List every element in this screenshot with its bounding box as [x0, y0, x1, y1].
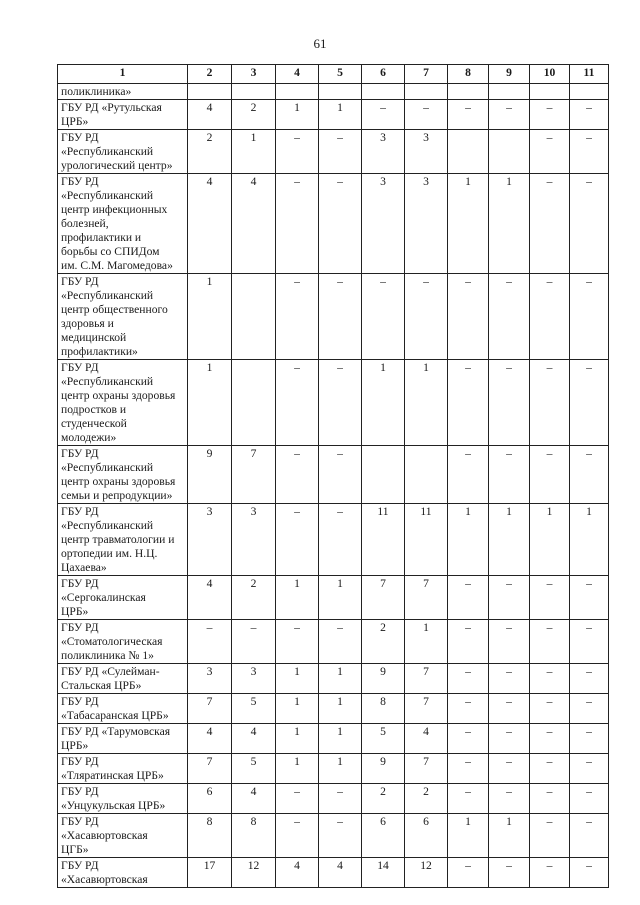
- institution-name-line: «Сергокалинская: [61, 591, 146, 604]
- value-cell: 7: [232, 446, 276, 504]
- institution-name-line: им. С.М. Магомедова»: [61, 259, 173, 272]
- value-cell: 4: [188, 724, 232, 754]
- value-cell: 12: [232, 858, 276, 888]
- column-header: 8: [448, 65, 489, 84]
- value-cell: 4: [319, 858, 362, 888]
- value-cell: –: [530, 100, 570, 130]
- table-row: [58, 814, 609, 858]
- value-cell: –: [319, 360, 362, 446]
- institution-name-cell: [58, 504, 188, 576]
- value-cell: 7: [405, 664, 448, 694]
- value-cell: –: [489, 664, 530, 694]
- value-cell: 2: [405, 784, 448, 814]
- value-cell: [405, 446, 448, 504]
- institution-name-line: ГБУ РД: [61, 447, 99, 460]
- table-row: [58, 130, 609, 174]
- column-header: 2: [188, 65, 232, 84]
- column-header: 10: [530, 65, 570, 84]
- value-cell: 7: [188, 694, 232, 724]
- institution-name-line: центр инфекционных: [61, 203, 168, 216]
- value-cell: 1: [405, 360, 448, 446]
- value-cell: –: [570, 174, 609, 274]
- value-cell: –: [448, 694, 489, 724]
- institution-name-line: ГБУ РД: [61, 361, 99, 374]
- institution-name-cell: [58, 754, 188, 784]
- value-cell: –: [530, 576, 570, 620]
- value-cell: [362, 84, 405, 100]
- value-cell: [570, 84, 609, 100]
- institution-name-line: «Табасаранская ЦРБ»: [61, 709, 169, 722]
- value-cell: –: [530, 130, 570, 174]
- value-cell: 3: [362, 174, 405, 274]
- value-cell: –: [362, 100, 405, 130]
- value-cell: 6: [405, 814, 448, 858]
- value-cell: –: [570, 446, 609, 504]
- value-cell: –: [276, 130, 319, 174]
- table-header-row: [58, 65, 609, 84]
- value-cell: –: [570, 130, 609, 174]
- table-row: [58, 784, 609, 814]
- table-row: [58, 174, 609, 274]
- value-cell: 1: [232, 130, 276, 174]
- value-cell: –: [448, 724, 489, 754]
- institution-name-line: ГБУ РД: [61, 815, 99, 828]
- value-cell: –: [319, 784, 362, 814]
- value-cell: 1: [276, 724, 319, 754]
- value-cell: 3: [405, 174, 448, 274]
- value-cell: –: [448, 754, 489, 784]
- value-cell: –: [530, 174, 570, 274]
- value-cell: [319, 84, 362, 100]
- value-cell: 3: [188, 664, 232, 694]
- institution-name-line: ГБУ РД: [61, 577, 99, 590]
- institution-name-line: «Республиканский: [61, 375, 154, 388]
- institution-name-line: ГБУ РД: [61, 131, 99, 144]
- column-header: 7: [405, 65, 448, 84]
- value-cell: 3: [232, 664, 276, 694]
- value-cell: 4: [188, 174, 232, 274]
- value-cell: –: [530, 814, 570, 858]
- value-cell: –: [489, 274, 530, 360]
- value-cell: –: [405, 100, 448, 130]
- value-cell: –: [448, 576, 489, 620]
- table-row: [58, 694, 609, 724]
- table-row: [58, 620, 609, 664]
- table-row: [58, 754, 609, 784]
- value-cell: 7: [405, 754, 448, 784]
- value-cell: 1: [319, 664, 362, 694]
- value-cell: 9: [188, 446, 232, 504]
- institution-name-line: «Республиканский: [61, 145, 154, 158]
- institution-name-line: ГБУ РД: [61, 785, 99, 798]
- value-cell: 1: [276, 576, 319, 620]
- table-row: [58, 84, 609, 100]
- value-cell: 1: [319, 724, 362, 754]
- institution-name-line: болезней,: [61, 217, 109, 230]
- institution-name-line: «Тляратинская ЦРБ»: [61, 769, 164, 782]
- value-cell: 1: [276, 754, 319, 784]
- value-cell: 1: [405, 620, 448, 664]
- value-cell: –: [448, 664, 489, 694]
- value-cell: 11: [405, 504, 448, 576]
- value-cell: 3: [362, 130, 405, 174]
- value-cell: 7: [362, 576, 405, 620]
- institution-name-line: ГБУ РД: [61, 275, 99, 288]
- value-cell: 4: [188, 100, 232, 130]
- institution-name-cell: [58, 174, 188, 274]
- value-cell: 3: [405, 130, 448, 174]
- value-cell: –: [570, 858, 609, 888]
- value-cell: –: [489, 100, 530, 130]
- institution-name-cell: [58, 360, 188, 446]
- value-cell: 9: [362, 754, 405, 784]
- institution-name-line: ЦРБ»: [61, 605, 89, 618]
- value-cell: –: [530, 664, 570, 694]
- value-cell: 11: [362, 504, 405, 576]
- value-cell: –: [405, 274, 448, 360]
- value-cell: 6: [188, 784, 232, 814]
- institution-name-line: ГБУ РД: [61, 175, 99, 188]
- institution-name-line: ГБУ РД «Сулейман-: [61, 665, 160, 678]
- institution-name-line: ЦРБ»: [61, 739, 89, 752]
- institution-name-cell: [58, 274, 188, 360]
- institution-name-line: «Стоматологическая: [61, 635, 163, 648]
- value-cell: –: [448, 784, 489, 814]
- value-cell: –: [489, 858, 530, 888]
- value-cell: –: [276, 620, 319, 664]
- value-cell: –: [448, 100, 489, 130]
- institution-name-line: здоровья и: [61, 317, 114, 330]
- table-row: [58, 858, 609, 888]
- institution-name-line: ГБУ РД: [61, 505, 99, 518]
- value-cell: –: [489, 724, 530, 754]
- value-cell: [530, 84, 570, 100]
- value-cell: –: [570, 360, 609, 446]
- value-cell: 1: [276, 694, 319, 724]
- value-cell: –: [530, 694, 570, 724]
- value-cell: 4: [232, 784, 276, 814]
- value-cell: –: [232, 620, 276, 664]
- table-row: [58, 100, 609, 130]
- value-cell: 8: [362, 694, 405, 724]
- table-row: [58, 360, 609, 446]
- value-cell: 1: [276, 664, 319, 694]
- institution-name-line: медицинской: [61, 331, 127, 344]
- value-cell: –: [319, 446, 362, 504]
- value-cell: 1: [188, 360, 232, 446]
- column-header: 6: [362, 65, 405, 84]
- value-cell: [448, 84, 489, 100]
- value-cell: 9: [362, 664, 405, 694]
- institution-name-line: «Республиканский: [61, 189, 154, 202]
- value-cell: –: [530, 274, 570, 360]
- value-cell: –: [570, 576, 609, 620]
- value-cell: –: [530, 754, 570, 784]
- value-cell: –: [188, 620, 232, 664]
- value-cell: –: [570, 814, 609, 858]
- value-cell: –: [319, 620, 362, 664]
- page-number: 61: [313, 36, 327, 51]
- value-cell: [489, 130, 530, 174]
- value-cell: –: [276, 274, 319, 360]
- value-cell: –: [319, 174, 362, 274]
- institution-name-line: урологический центр»: [61, 159, 173, 172]
- value-cell: 7: [188, 754, 232, 784]
- institution-name-line: борьбы со СПИДом: [61, 245, 160, 258]
- institution-name-line: подростков и: [61, 403, 127, 416]
- institution-name-cell: [58, 576, 188, 620]
- value-cell: 7: [405, 576, 448, 620]
- value-cell: [232, 360, 276, 446]
- institution-name-line: центр охраны здоровья: [61, 475, 176, 488]
- value-cell: –: [448, 446, 489, 504]
- value-cell: 2: [362, 784, 405, 814]
- value-cell: 8: [188, 814, 232, 858]
- institution-name-line: «Унцукульская ЦРБ»: [61, 799, 166, 812]
- value-cell: 1: [319, 754, 362, 784]
- value-cell: 1: [276, 100, 319, 130]
- value-cell: –: [448, 274, 489, 360]
- value-cell: 3: [188, 504, 232, 576]
- data-table: [57, 64, 609, 888]
- value-cell: [362, 446, 405, 504]
- value-cell: 3: [232, 504, 276, 576]
- column-header: 3: [232, 65, 276, 84]
- institution-name-line: семьи и репродукции»: [61, 489, 173, 502]
- value-cell: –: [570, 664, 609, 694]
- institution-name-cell: [58, 724, 188, 754]
- value-cell: –: [530, 446, 570, 504]
- value-cell: –: [276, 504, 319, 576]
- value-cell: 2: [232, 576, 276, 620]
- column-header: 5: [319, 65, 362, 84]
- institution-name-line: ГБУ РД: [61, 755, 99, 768]
- institution-name-line: поликлиника № 1»: [61, 649, 154, 662]
- value-cell: [448, 130, 489, 174]
- institution-name-line: профилактики»: [61, 345, 138, 358]
- institution-name-cell: [58, 784, 188, 814]
- value-cell: 4: [405, 724, 448, 754]
- value-cell: –: [448, 360, 489, 446]
- value-cell: 1: [489, 814, 530, 858]
- value-cell: –: [530, 724, 570, 754]
- institution-name-cell: [58, 620, 188, 664]
- value-cell: –: [570, 274, 609, 360]
- value-cell: –: [530, 620, 570, 664]
- value-cell: 1: [530, 504, 570, 576]
- value-cell: [405, 84, 448, 100]
- value-cell: –: [570, 754, 609, 784]
- value-cell: –: [570, 694, 609, 724]
- institution-name-cell: [58, 446, 188, 504]
- value-cell: –: [489, 694, 530, 724]
- institution-name-line: ГБУ РД «Тарумовская: [61, 725, 171, 738]
- institution-name-line: студенческой: [61, 417, 127, 430]
- institution-name-line: ортопедии им. Н.Ц.: [61, 547, 158, 560]
- institution-name-line: «Республиканский: [61, 289, 154, 302]
- value-cell: 2: [362, 620, 405, 664]
- column-header: 4: [276, 65, 319, 84]
- institution-name-line: Цахаева»: [61, 561, 107, 574]
- institution-name-line: ЦРБ»: [61, 115, 89, 128]
- value-cell: 2: [232, 100, 276, 130]
- institution-name-line: «Республиканский: [61, 519, 154, 532]
- value-cell: [232, 274, 276, 360]
- value-cell: –: [570, 100, 609, 130]
- table-row: [58, 724, 609, 754]
- value-cell: 1: [188, 274, 232, 360]
- value-cell: 7: [405, 694, 448, 724]
- column-header: 9: [489, 65, 530, 84]
- value-cell: 4: [276, 858, 319, 888]
- value-cell: 12: [405, 858, 448, 888]
- value-cell: 8: [232, 814, 276, 858]
- institution-name-cell: [58, 664, 188, 694]
- value-cell: –: [362, 274, 405, 360]
- value-cell: –: [489, 360, 530, 446]
- table-row: [58, 576, 609, 620]
- value-cell: 5: [232, 694, 276, 724]
- value-cell: [276, 84, 319, 100]
- institution-name-cell: [58, 100, 188, 130]
- institution-name-line: ГБУ РД «Рутульская: [61, 101, 162, 114]
- value-cell: –: [319, 504, 362, 576]
- value-cell: 1: [448, 814, 489, 858]
- institution-name-line: поликлиника»: [61, 85, 132, 98]
- value-cell: –: [489, 784, 530, 814]
- institution-name-line: Стальская ЦРБ»: [61, 679, 142, 692]
- institution-name-line: центр травматологии и: [61, 533, 175, 546]
- table-row: [58, 446, 609, 504]
- institution-name-line: «Хасавюртовская: [61, 829, 148, 842]
- institution-name-line: ГБУ РД: [61, 621, 99, 634]
- value-cell: 1: [319, 576, 362, 620]
- value-cell: 4: [232, 724, 276, 754]
- value-cell: –: [530, 784, 570, 814]
- value-cell: 4: [188, 576, 232, 620]
- value-cell: –: [530, 360, 570, 446]
- value-cell: 1: [319, 100, 362, 130]
- institution-name-cell: [58, 84, 188, 100]
- value-cell: –: [276, 446, 319, 504]
- value-cell: 6: [362, 814, 405, 858]
- column-header: 11: [570, 65, 609, 84]
- value-cell: –: [276, 174, 319, 274]
- institution-name-line: профилактики и: [61, 231, 142, 244]
- value-cell: –: [319, 814, 362, 858]
- value-cell: [232, 84, 276, 100]
- institution-name-cell: [58, 814, 188, 858]
- value-cell: 14: [362, 858, 405, 888]
- institution-name-line: «Республиканский: [61, 461, 154, 474]
- value-cell: –: [570, 784, 609, 814]
- value-cell: –: [489, 754, 530, 784]
- table-row: [58, 274, 609, 360]
- institution-name-cell: [58, 130, 188, 174]
- value-cell: –: [570, 724, 609, 754]
- value-cell: [489, 84, 530, 100]
- value-cell: 1: [570, 504, 609, 576]
- value-cell: 5: [232, 754, 276, 784]
- column-header: 1: [58, 65, 188, 84]
- value-cell: [188, 84, 232, 100]
- value-cell: –: [276, 784, 319, 814]
- value-cell: 5: [362, 724, 405, 754]
- table-row: [58, 664, 609, 694]
- institution-name-line: ЦГБ»: [61, 843, 89, 856]
- value-cell: 1: [448, 174, 489, 274]
- table-row: [58, 504, 609, 576]
- value-cell: 1: [319, 694, 362, 724]
- value-cell: –: [448, 620, 489, 664]
- value-cell: –: [276, 360, 319, 446]
- institution-name-line: ГБУ РД: [61, 695, 99, 708]
- value-cell: 1: [448, 504, 489, 576]
- institution-name-cell: [58, 858, 188, 888]
- value-cell: –: [530, 858, 570, 888]
- value-cell: 1: [362, 360, 405, 446]
- institution-name-cell: [58, 694, 188, 724]
- institution-name-line: центр охраны здоровья: [61, 389, 176, 402]
- value-cell: –: [276, 814, 319, 858]
- value-cell: –: [319, 130, 362, 174]
- value-cell: 2: [188, 130, 232, 174]
- value-cell: –: [489, 576, 530, 620]
- value-cell: 1: [489, 504, 530, 576]
- institution-name-line: «Хасавюртовская: [61, 873, 148, 886]
- institution-name-line: центр общественного: [61, 303, 168, 316]
- value-cell: 1: [489, 174, 530, 274]
- value-cell: –: [489, 446, 530, 504]
- value-cell: –: [570, 620, 609, 664]
- value-cell: 4: [232, 174, 276, 274]
- value-cell: –: [489, 620, 530, 664]
- value-cell: –: [319, 274, 362, 360]
- institution-name-line: молодежи»: [61, 431, 117, 444]
- value-cell: –: [448, 858, 489, 888]
- value-cell: 17: [188, 858, 232, 888]
- institution-name-line: ГБУ РД: [61, 859, 99, 872]
